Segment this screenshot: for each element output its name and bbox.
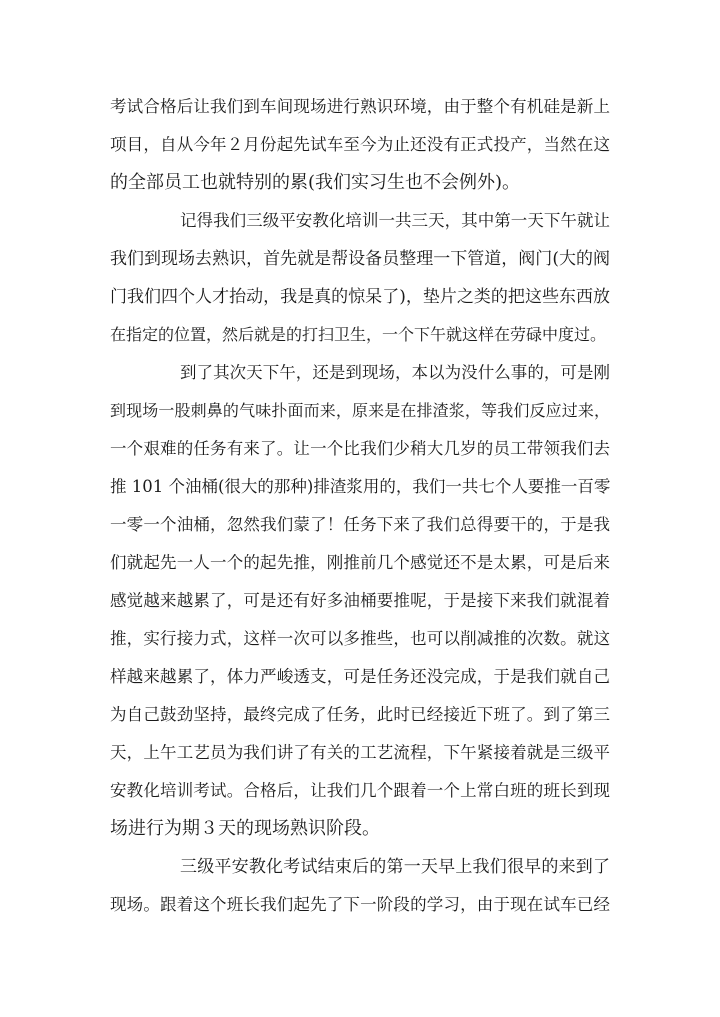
text-line: 记得我们三级平安教化培训一共三天，其中第一天下午就让 xyxy=(180,211,610,230)
text-line: 感觉越来越累了，可是还有好多油桶要推呢，于是接下来我们就混着 xyxy=(110,591,610,610)
text-line: 推，实行接力式，这样一次可以多推些，也可以削减推的次数。就这 xyxy=(110,629,610,648)
text-line: 到了其次天下午，还是到现场，本以为没什么事的，可是刚 xyxy=(180,363,610,382)
text-line: 一个艰难的任务有来了。让一个比我们少稍大几岁的员工带领我们去 xyxy=(110,439,610,458)
text-line: 推 101 个油桶(很大的那种)排渣浆用的，我们一共七个人要推一百零 xyxy=(110,477,611,496)
text-line: 考试合格后让我们到车间现场进行熟识环境，由于整个有机硅是新上 xyxy=(110,97,610,116)
text-line: 一零一个油桶，忽然我们蒙了！任务下来了我们总得要干的，于是我 xyxy=(110,515,610,534)
text-line: 为自己鼓劲坚持，最终完成了任务，此时已经接近下班了。到了第三 xyxy=(110,705,610,724)
text-line: 项目，自从今年２月份起先试车至今为止还没有正式投产，当然在这 xyxy=(110,135,610,154)
text-line: 门我们四个人才抬动，我是真的惊呆了)，垫片之类的把这些东西放 xyxy=(110,287,610,307)
text-line: 场进行为期３天的现场熟识阶段。 xyxy=(110,818,380,839)
text-line: 的全部员工也就特别的累(我们实习生也不会例外)。 xyxy=(110,172,521,193)
text-line: 到现场一股刺鼻的气味扑面而来，原来是在排渣浆，等我们反应过来， xyxy=(110,401,610,420)
text-line: 安教化培训考试。合格后，让我们几个跟着一个上常白班的班长到现 xyxy=(110,781,610,800)
text-line: 三级平安教化考试结束后的第一天早上我们很早的来到了 xyxy=(180,857,610,877)
text-line: 在指定的位置，然后就是的打扫卫生，一个下午就这样在劳碌中度过。 xyxy=(110,325,607,344)
text-line: 我们到现场去熟识，首先就是帮设备员整理一下管道，阀门(大的阀 xyxy=(110,249,610,269)
text-line: 天，上午工艺员为我们讲了有关的工艺流程，下午紧接着就是三级平 xyxy=(110,743,610,762)
text-line: 样越来越累了，体力严峻透支，可是任务还没完成，于是我们就自己 xyxy=(110,667,610,686)
text-line: 们就起先一人一个的起先推，刚推前几个感觉还不是太累，可是后来 xyxy=(110,553,610,572)
text-line: 现场。跟着这个班长我们起先了下一阶段的学习，由于现在试车已经 xyxy=(110,895,610,914)
